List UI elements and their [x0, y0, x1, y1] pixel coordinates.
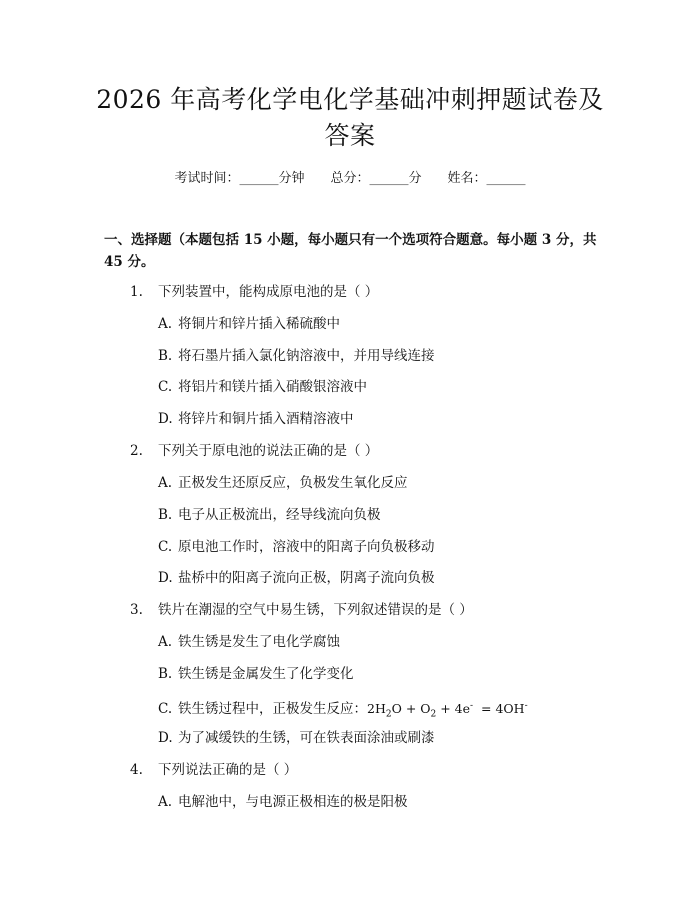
question-1-option-c [158, 378, 367, 396]
option-letter: C. [158, 379, 173, 395]
option-letter: B. [158, 666, 173, 682]
option-letter: A. [158, 634, 173, 650]
question-3-option-c [158, 697, 528, 724]
option-text: 原电池工作时，溶液中的阳离子向负极移动 [178, 539, 435, 555]
question-stem: 下列说法正确的是（ ） [158, 762, 298, 778]
option-text: 将铜片和锌片插入稀硫酸中 [178, 316, 340, 332]
option-text: 电子从正极流出，经导线流向负极 [178, 507, 381, 523]
option-letter: C. [158, 701, 173, 718]
question-1-option-a [158, 315, 340, 333]
option-letter: A. [158, 794, 173, 810]
question-number: 2. [130, 443, 143, 459]
exam-time-field: 考试时间：______分钟 [174, 171, 305, 186]
option-text: 铁生锈是金属发生了化学变化 [178, 666, 354, 682]
question-2-option-a [158, 474, 408, 492]
option-letter: B. [158, 507, 173, 523]
exam-meta [0, 170, 700, 188]
option-letter: D. [158, 730, 173, 746]
option-text: 将石墨片插入氯化钠溶液中，并用导线连接 [178, 348, 435, 364]
option-letter: B. [158, 348, 173, 364]
question-2-option-c [158, 538, 435, 556]
question-4 [130, 761, 297, 779]
section-heading-line-2: 45 分。 [104, 254, 155, 270]
option-text: 为了减缓铁的生锈，可在铁表面涂油或刷漆 [178, 730, 435, 746]
question-2 [130, 442, 378, 460]
question-number: 1. [130, 284, 143, 300]
option-text: 将铝片和镁片插入硝酸银溶液中 [178, 379, 367, 395]
option-text: 盐桥中的阳离子流向正极，阴离子流向负极 [178, 570, 435, 586]
exam-title-line-2: 答案 [324, 121, 376, 150]
option-letter: D. [158, 411, 173, 427]
option-text: 铁生锈过程中，正极发生反应： [178, 701, 367, 718]
option-letter: D. [158, 570, 173, 586]
option-letter: A. [158, 316, 173, 332]
option-letter: A. [158, 475, 173, 491]
question-3-option-b [158, 665, 354, 683]
question-3-option-a [158, 633, 340, 651]
question-1-option-d [158, 410, 354, 428]
question-1 [130, 283, 378, 301]
question-3 [130, 601, 473, 619]
question-stem: 下列装置中，能构成原电池的是（ ） [158, 284, 379, 300]
question-3-option-d [158, 729, 435, 747]
question-stem: 下列关于原电池的说法正确的是（ ） [158, 443, 379, 459]
question-4-option-a [158, 793, 408, 811]
option-letter: C. [158, 539, 173, 555]
total-score-field: 总分：______分 [330, 171, 422, 186]
cathode-reaction-formula: $2H_2O + O_2 + 4e^- = 4OH^-$ [367, 701, 528, 720]
question-number: 4. [130, 762, 143, 778]
option-text: 电解池中，与电源正极相连的极是阳极 [178, 794, 408, 810]
question-number: 3. [130, 602, 143, 618]
section-heading-line-1: 一、选择题（本题包括 15 小题，每小题只有一个选项符合题意。每小题 3 分，共 [104, 232, 597, 248]
option-text: 铁生锈是发生了电化学腐蚀 [178, 634, 340, 650]
option-text: 正极发生还原反应，负极发生氧化反应 [178, 475, 408, 491]
question-1-option-b [158, 347, 435, 365]
question-stem: 铁片在潮湿的空气中易生锈，下列叙述错误的是（ ） [158, 602, 473, 618]
question-2-option-b [158, 506, 381, 524]
student-name-field: 姓名：______ [447, 171, 526, 186]
question-2-option-d [158, 569, 435, 587]
option-text: 将锌片和铜片插入酒精溶液中 [178, 411, 354, 427]
exam-title-line-1: 2026 年高考化学电化学基础冲刺押题试卷及 [96, 85, 604, 114]
